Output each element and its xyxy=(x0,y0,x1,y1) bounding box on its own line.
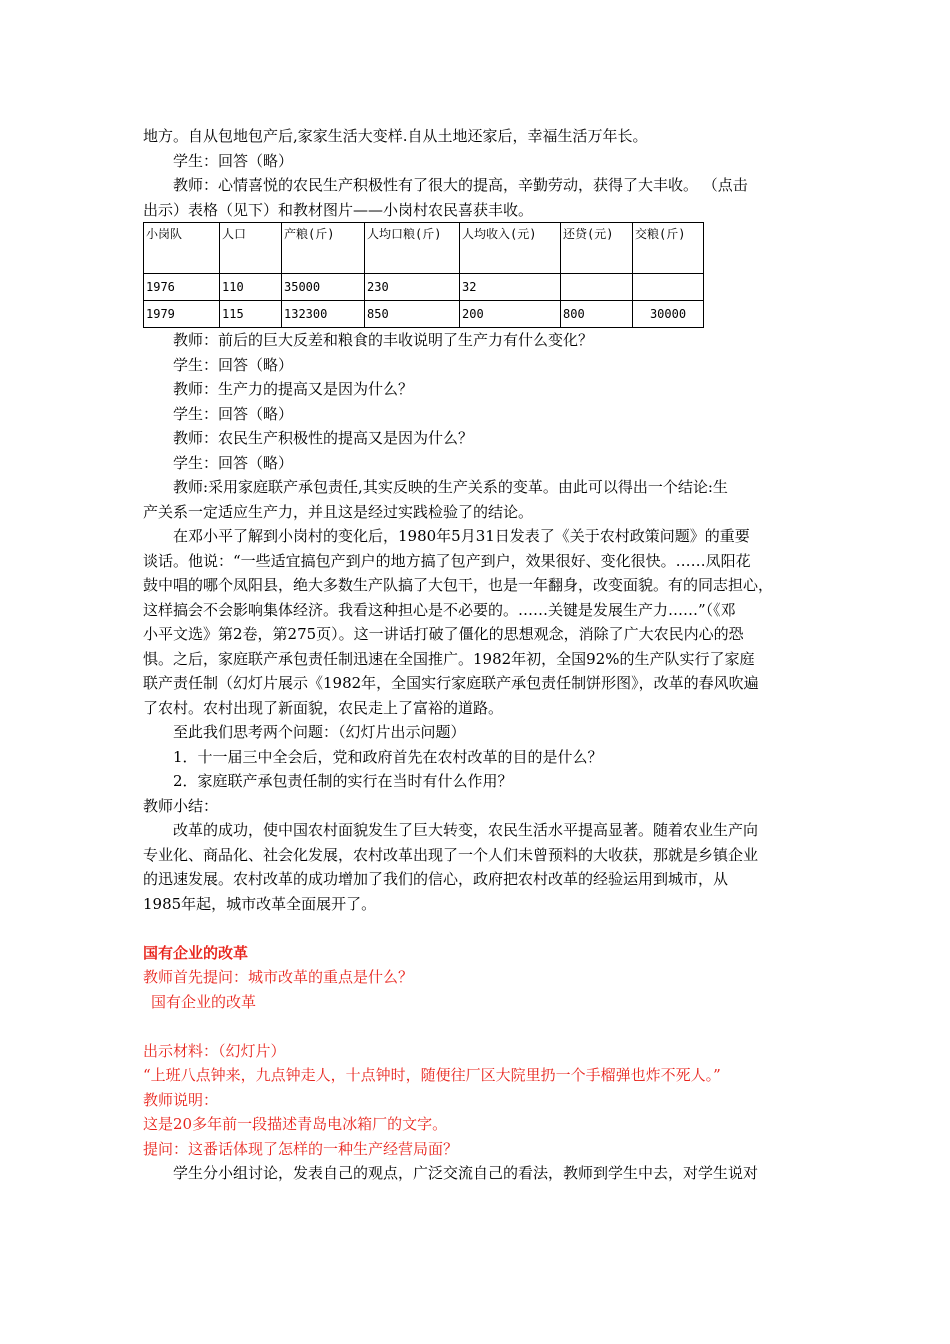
text-line: 教师：前后的巨大反差和粮食的丰收说明了生产力有什么变化？ xyxy=(173,331,594,349)
table-header-cell: 小岗队 xyxy=(144,223,220,274)
table-cell: 850 xyxy=(365,301,460,328)
table-row xyxy=(144,274,704,301)
text-line: 了农村。农村出现了新面貌，农民走上了富裕的道路。 xyxy=(143,698,504,717)
text-line: 小平文选》第2卷，第275页）。这一讲话打破了僵化的思想观念，消除了广大农民内心的恐 xyxy=(143,625,744,643)
text-line: 地方。自从包地包产后,家家生活大变样.自从土地还家后，幸福生活万年长。 xyxy=(143,127,648,145)
text-line: 教师：生产力的提高又是因为什么？ xyxy=(173,380,414,398)
table-row xyxy=(144,301,704,328)
teacher-question: 教师首先提问：城市改革的重点是什么？ xyxy=(143,968,414,986)
answer-text: 国有企业的改革 xyxy=(151,992,257,1011)
table-cell: 132300 xyxy=(282,301,365,328)
text-line: 学生：回答（略） xyxy=(173,453,294,472)
section-heading: 国有企业的改革 xyxy=(143,943,249,962)
table-cell: 32 xyxy=(460,274,561,301)
text-line: 专业化、商品化、社会化发展，农村改革出现了一个人们未曾预料的大收获，那就是乡镇企业 xyxy=(143,845,759,864)
text-line: 产关系一定适应生产力，并且这是经过实践检验了的结论。 xyxy=(143,502,534,521)
explain-label: 教师说明： xyxy=(143,1090,219,1109)
table-header-row xyxy=(144,223,704,274)
explain-text: 这是20多年前一段描述青岛电冰箱厂的文字。 xyxy=(143,1115,448,1133)
table-cell: 230 xyxy=(365,274,460,301)
text-line: 鼓中唱的哪个凤阳县，绝大多数生产队搞了大包干，也是一年翻身，改变面貌。有的同志担心， xyxy=(143,576,774,594)
table-cell: 115 xyxy=(220,301,282,328)
text-line: 这样搞会不会影响集体经济。我看这种担心是不必要的。……关键是发展生产力……”（《邓 xyxy=(143,600,736,619)
harvest-table xyxy=(143,222,704,328)
text-line: 教师:采用家庭联产承包责任,其实反映的生产关系的变革。由此可以得出一个结论:生 xyxy=(173,478,728,496)
text-line: 学生：回答（略） xyxy=(173,404,294,423)
text-line: 学生：回答（略） xyxy=(173,151,294,170)
text-line: 教师小结： xyxy=(143,796,219,815)
text-line: 教师：农民生产积极性的提高又是因为什么？ xyxy=(173,429,474,447)
table-cell: 35000 xyxy=(282,274,365,301)
table-cell: 200 xyxy=(460,301,561,328)
quote-text: “上班八点钟来，九点钟走人，十点钟时，随便往厂区大院里扔一个手榴弹也炸不死人。” xyxy=(143,1066,721,1084)
table-header-cell: 人口 xyxy=(220,223,282,274)
table-cell xyxy=(561,274,633,301)
text-line: 出示）表格（见下）和教材图片——小岗村农民喜获丰收。 xyxy=(143,200,534,219)
table-cell: 110 xyxy=(220,274,282,301)
text-line: 在邓小平了解到小岗村的变化后，1980年5月31日发表了《关于农村政策问题》的重要 xyxy=(173,527,750,545)
table-header-cell: 还贷(元) xyxy=(561,223,633,274)
text-line: 至此我们思考两个问题：（幻灯片出示问题） xyxy=(173,723,466,741)
table-header-cell: 交粮(斤) xyxy=(633,223,704,274)
table-header-cell: 人均收入(元) xyxy=(460,223,561,274)
text-line: 2．家庭联产承包责任制的实行在当时有什么作用？ xyxy=(173,772,513,790)
text-line: 学生：回答（略） xyxy=(173,355,294,374)
text-line: 1985年起，城市改革全面展开了。 xyxy=(143,894,377,913)
text-line: 学生分小组讨论，发表自己的观点，广泛交流自己的看法，教师到学生中去，对学生说对 xyxy=(173,1164,759,1182)
text-line: 的迅速发展。农村改革的成功增加了我们的信心，政府把农村改革的经验运用到城市，从 xyxy=(143,870,729,888)
table-cell: 1976 xyxy=(144,274,220,301)
table-cell: 1979 xyxy=(144,301,220,328)
material-label: 出示材料：（幻灯片） xyxy=(143,1041,286,1060)
text-line: 联产责任制（幻灯片展示《1982年，全国实行家庭联产承包责任制饼形图》，改革的春风吹遍 xyxy=(143,674,759,692)
text-line: 改革的成功，使中国农村面貌发生了巨大转变，农民生活水平提高显著。随着农业生产向 xyxy=(173,821,759,839)
text-line: 教师：心情喜悦的农民生产积极性有了很大的提高，辛勤劳动，获得了大丰收。 （点击 xyxy=(173,176,748,194)
text-line: 1．十一届三中全会后，党和政府首先在农村改革的目的是什么？ xyxy=(173,747,603,766)
teacher-question: 提问：这番话体现了怎样的一种生产经营局面？ xyxy=(143,1139,459,1158)
table-header-cell: 人均口粮(斤) xyxy=(365,223,460,274)
text-line: 谈话。他说：“一些适宜搞包产到户的地方搞了包产到户，效果很好、变化很快。……凤阳花 xyxy=(143,551,751,570)
table-header-cell: 产粮(斤) xyxy=(282,223,365,274)
table-cell: 30000 xyxy=(633,301,704,328)
text-line: 惧。之后，家庭联产承包责任制迅速在全国推广。1982年初，全国92%的生产队实行了家庭 xyxy=(143,649,755,668)
document-page xyxy=(143,124,813,1186)
table-cell xyxy=(633,274,704,301)
table-cell: 800 xyxy=(561,301,633,328)
